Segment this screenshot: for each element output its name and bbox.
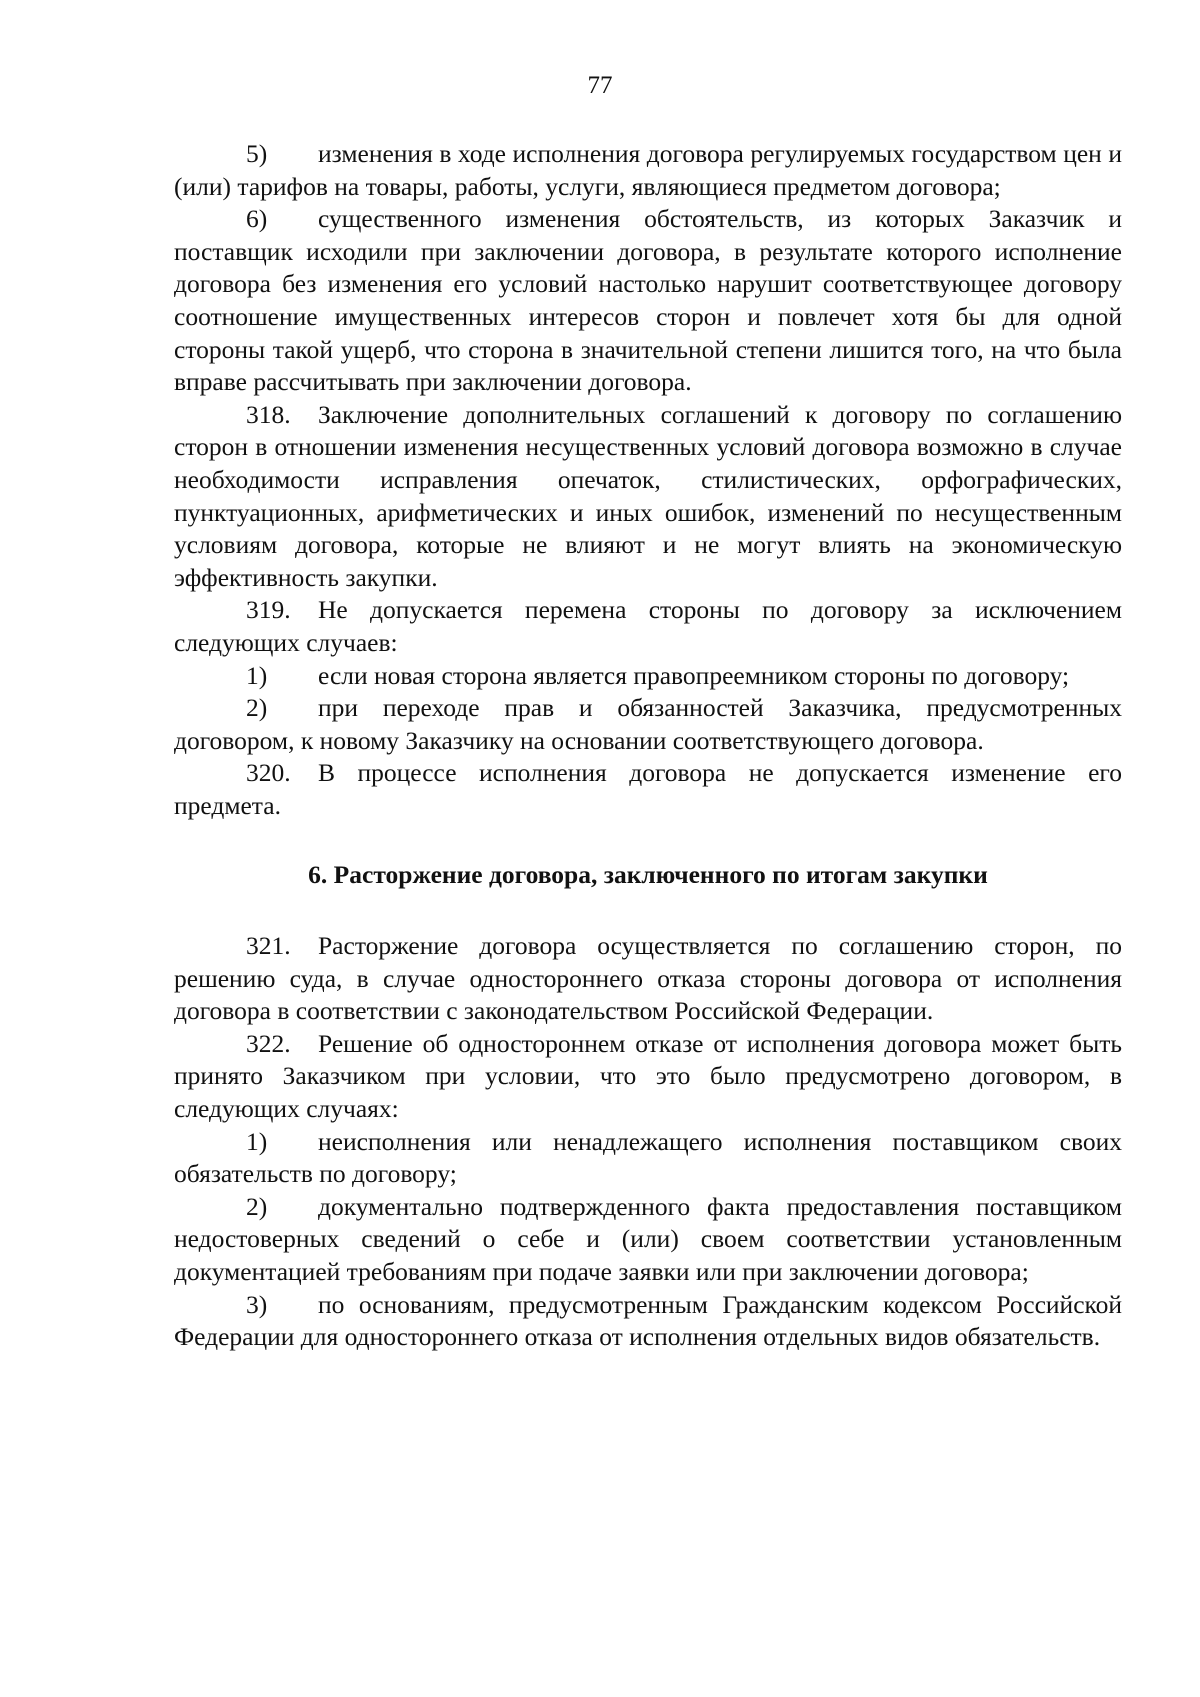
clause-319: [174, 594, 1122, 659]
clause-text: В процессе исполнения договора не допускается изменение его предмета.: [174, 758, 1122, 820]
clause-text: Не допускается перемена стороны по договору за исключением следующих случаев:: [174, 595, 1122, 657]
clause-number: 318.: [246, 399, 291, 429]
document-body: [174, 138, 1122, 1354]
clause-number: 319.: [246, 595, 291, 625]
clause-text: Решение об одностороннем отказе от исполнения договора может быть принято Заказчиком при условии, что это было предусмотрено договором, в следующих случаях:: [174, 1028, 1122, 1124]
clause-6: [174, 203, 1122, 399]
clause-number: 6): [246, 204, 268, 234]
page-number: 77: [587, 72, 613, 99]
clause-number: 1): [246, 660, 268, 690]
clause-322-3: [174, 1289, 1122, 1354]
clause-text: изменения в ходе исполнения договора регулируемых государством цен и (или) тарифов на товары, работы, услуги, являющиеся предметом договора;: [174, 139, 1122, 201]
clause-number: 321.: [246, 931, 291, 961]
clause-number: 5): [246, 139, 268, 168]
clause-number: 320.: [246, 758, 291, 788]
clause-number: 322.: [246, 1028, 291, 1058]
clause-322-2: [174, 1191, 1122, 1289]
clause-322: [174, 1028, 1122, 1126]
clause-text: по основаниям, предусмотренным Гражданским кодексом Российской Федерации для одностороннего отказа от исполнения отдельных видов обязательств.: [174, 1289, 1122, 1352]
clause-text: при переходе прав и обязанностей Заказчика, предусмотренных договором, к новому Заказчику на основании соответствующего договора.: [174, 693, 1122, 755]
clause-text: если новая сторона является правопреемником стороны по договору;: [318, 660, 1070, 690]
clause-322-1: [174, 1126, 1122, 1191]
clause-text: Расторжение договора осуществляется по соглашению сторон, по решению суда, в случае одностороннего отказа стороны договора от исполнения договора в соответствии с законодательством Российской Федерации.: [174, 931, 1122, 1026]
clause-318: [174, 399, 1122, 595]
clause-text: существенного изменения обстоятельств, из которых Заказчик и поставщик исходили при заключении договора, в результате которого исполнение договора без изменения его условий настолько нарушит соответствующее договору соотношение имущественных интересов сторон и повлечет хотя бы для одной стороны такой ущерб, что сторона в значительной степени лишится того, на что была вправе рассчитывать при заключении договора.: [174, 204, 1122, 397]
clause-text: Заключение дополнительных соглашений к договору по соглашению сторон в отношении изменения несущественных условий договора возможно в случае необходимости исправления опечаток, стилистических, орфографических, пунктуационных, арифметических и иных ошибок, изменений по несущественным условиям договора, которые не влияют и не могут влиять на экономическую эффективность закупки.: [174, 399, 1122, 592]
clause-number: 2): [246, 1191, 268, 1221]
clause-number: 2): [246, 693, 268, 723]
clause-321: [174, 930, 1122, 1028]
clause-320: [174, 757, 1122, 822]
section-heading: 6. Расторжение договора, заключенного по итогам закупки: [308, 860, 988, 890]
clause-319-1: [174, 660, 1122, 693]
clause-text: документально подтвержденного факта предоставления поставщиком недостоверных сведений о себе и (или) своем соответствии установленным документацией требованиям при подаче заявки или при заключении договора;: [174, 1191, 1122, 1286]
clause-text: неисполнения или ненадлежащего исполнения поставщиком своих обязательств по договору;: [174, 1126, 1122, 1189]
clause-5: [174, 138, 1122, 203]
clause-number: 3): [246, 1289, 268, 1319]
clause-number: 1): [246, 1126, 268, 1156]
clause-319-2: [174, 692, 1122, 757]
